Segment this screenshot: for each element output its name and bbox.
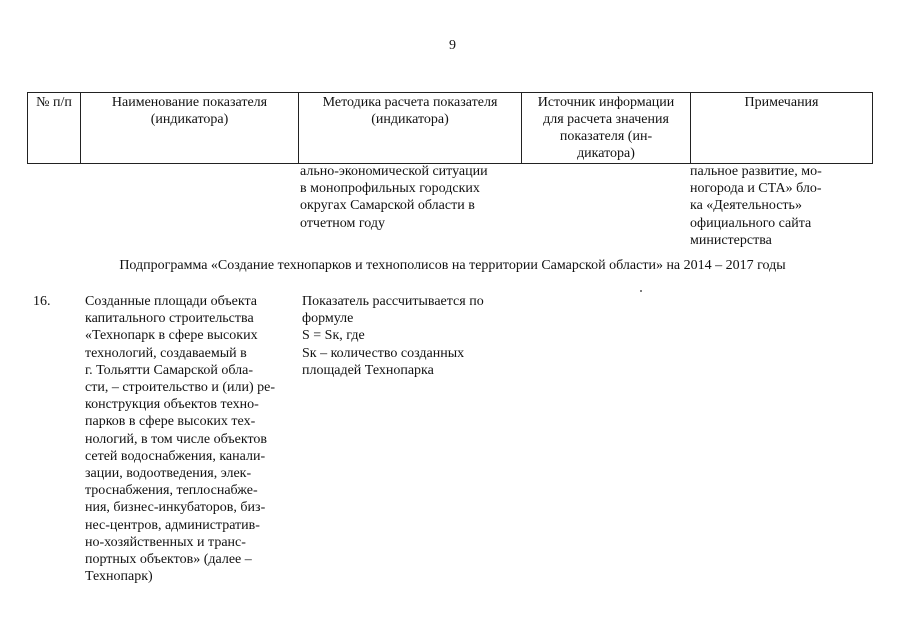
row-16-name-line: нологий, в том числе объектов bbox=[85, 431, 267, 447]
continued-method-line: округах Самарской области в bbox=[300, 198, 475, 214]
row-16-name-line: Технопарк) bbox=[85, 569, 153, 585]
continued-method-line: отчетном году bbox=[300, 215, 386, 231]
header-information-source-line: дикатора) bbox=[577, 146, 635, 161]
row-16-name-line: парков в сфере высоких тех- bbox=[85, 414, 256, 430]
header-indicator-name-line: Наименование показателя bbox=[111, 95, 268, 110]
row-16-calculation-method bbox=[302, 293, 484, 379]
row-16-name-line: «Технопарк в сфере высоких bbox=[85, 328, 258, 344]
header-information-source-line: Источник информации bbox=[537, 95, 675, 110]
row-16-method-line: S = Sк, где bbox=[302, 328, 365, 344]
header-number: № п/п bbox=[28, 93, 81, 164]
row-16-name-line: портных объектов» (далее – bbox=[85, 552, 252, 568]
row-16-name-line: конструкция объектов техно- bbox=[85, 397, 259, 413]
row-16-name-line: Созданные площади объекта bbox=[85, 294, 257, 309]
row-16-name-line: технологий, создаваемый в bbox=[85, 345, 247, 361]
row-16-name-line: капитального строительства bbox=[85, 311, 254, 327]
header-indicator-name-line: (индикатора) bbox=[150, 112, 229, 127]
row-16-method-line: формуле bbox=[302, 311, 354, 327]
row-16-name-line: нес-центров, административ- bbox=[85, 517, 260, 533]
continued-notes-line: официального сайта bbox=[690, 215, 812, 231]
continued-notes-line: пальное развитие, мо- bbox=[690, 164, 822, 179]
header-information-source-line: для расчета значения bbox=[543, 112, 669, 127]
row-16-name-line: г. Тольятти Самарской обла- bbox=[85, 362, 253, 378]
header-calculation-method-line: (индикатора) bbox=[371, 112, 449, 127]
continued-method-line: ально-экономической ситуации bbox=[300, 164, 488, 179]
page-number: 9 bbox=[449, 38, 456, 53]
header-calculation-method bbox=[299, 93, 522, 164]
row-16-name-line: сетей водоснабжения, канали- bbox=[85, 448, 266, 464]
indicator-table-header bbox=[27, 92, 873, 164]
continued-method-line: в монопрофильных городских bbox=[300, 181, 480, 197]
continued-notes-text bbox=[690, 163, 822, 249]
row-16-method-line: Sк – количество созданных bbox=[302, 345, 465, 361]
stray-mark bbox=[640, 290, 642, 292]
header-information-source bbox=[522, 93, 691, 164]
row-16-number: 16. bbox=[33, 294, 51, 309]
row-16-name-line: троснабжения, теплоснабже- bbox=[85, 483, 258, 499]
row-16-method-line: площадей Технопарка bbox=[302, 362, 434, 378]
row-16-method-line: Показатель рассчитывается по bbox=[302, 294, 484, 309]
row-16-name-line: сти, – строительство и (или) ре- bbox=[85, 380, 276, 396]
continued-notes-line: ка «Деятельность» bbox=[690, 198, 802, 214]
row-16-name-line: зации, водоотведения, элек- bbox=[85, 466, 252, 482]
header-indicator-name bbox=[81, 93, 299, 164]
row-16-name-line: ния, бизнес-инкубаторов, биз- bbox=[85, 500, 266, 516]
continued-notes-line: ногорода и СТА» бло- bbox=[690, 181, 822, 197]
header-calculation-method-line: Методика расчета показателя bbox=[322, 95, 498, 110]
continued-notes-line: министерства bbox=[690, 232, 772, 248]
header-notes: Примечания bbox=[691, 93, 873, 164]
table-header-row bbox=[28, 93, 873, 164]
subprogram-title: Подпрограмма «Создание технопарков и технополисов на территории Самарской области» на 2014 – 2017 годы bbox=[119, 258, 786, 273]
row-16-name-line: но-хозяйственных и транс- bbox=[85, 534, 246, 550]
row-16-indicator-name bbox=[85, 293, 275, 585]
continued-method-text bbox=[300, 163, 488, 232]
header-information-source-line: показателя (ин- bbox=[559, 129, 653, 144]
